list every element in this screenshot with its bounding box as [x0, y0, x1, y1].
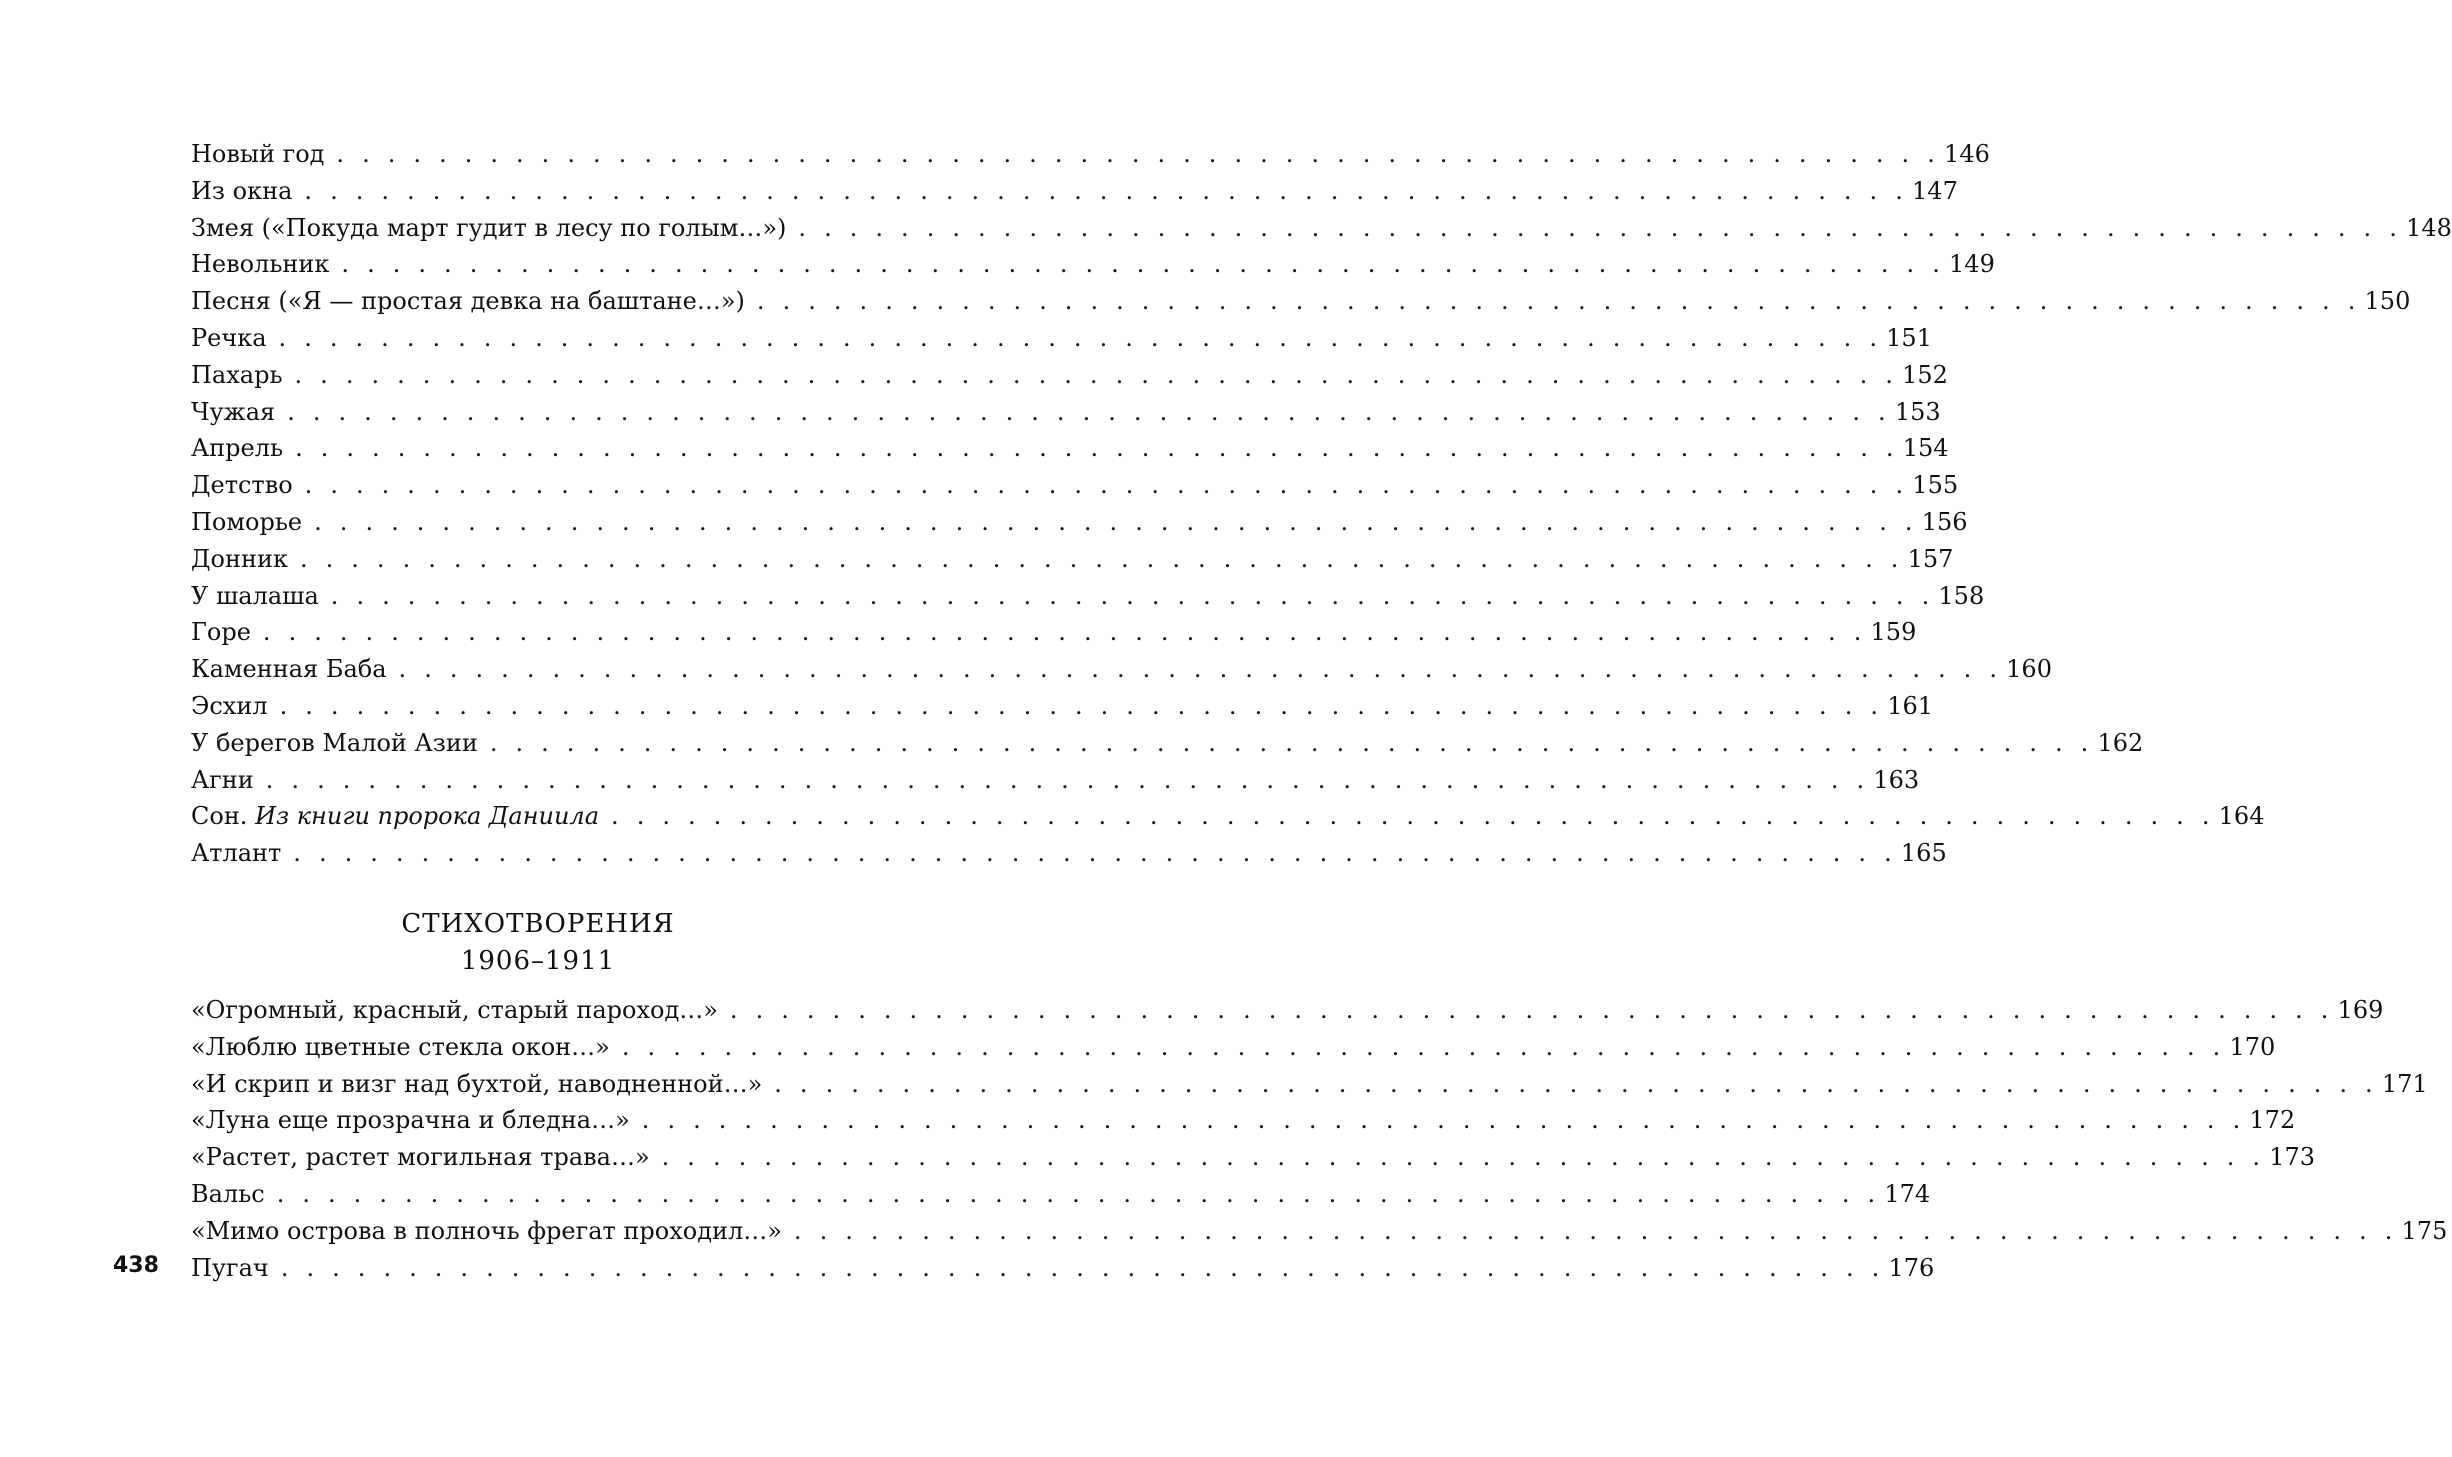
toc-entry-title — [191, 1102, 630, 1139]
dot-leader: . . . . . . . . . . . . . . . . . . . . . . . . . . . . . . . . . . . . . . . . . . . . . . . . . . . . . . . . . . . . . . . — [293, 839, 1897, 868]
toc-entry-page: 171 — [2381, 1069, 2428, 1098]
toc-entry — [191, 614, 1917, 651]
dot-leader: . . . . . . . . . . . . . . . . . . . . . . . . . . . . . . . . . . . . . . . . . . . . . . . . . . . . . . . . . . . . . . . — [304, 176, 1909, 205]
toc-entry-page: 175 — [2401, 1216, 2448, 1245]
toc-entry-title — [191, 1139, 650, 1176]
toc-entry-page: 153 — [1894, 397, 1941, 426]
toc-entry — [191, 1250, 1935, 1287]
toc-entry — [191, 688, 1934, 725]
toc-entry-title — [191, 394, 275, 431]
dot-leader: . . . . . . . . . . . . . . . . . . . . . . . . . . . . . . . . . . . . . . . . . . . . . . . . . . . . . . . . . . . . . . . — [294, 360, 1899, 389]
dot-leader: . . . . . . . . . . . . . . . . . . . . . . . . . . . . . . . . . . . . . . . . . . . . . . . . . . . . . . . . . . . . . . . — [398, 655, 2003, 684]
dot-leader: . . . . . . . . . . . . . . . . . . . . . . . . . . . . . . . . . . . . . . . . . . . . . . . . . . . . . . . . . . . . . . . — [262, 618, 1867, 647]
toc-entry-page: 147 — [1912, 176, 1958, 205]
toc-entry — [191, 1102, 2296, 1139]
toc-entry-title-text: Атлант — [191, 839, 282, 868]
dot-leader: . . . . . . . . . . . . . . . . . . . . . . . . . . . . . . . . . . . . . . . . . . . . . . . . . . . . . . . . . . . . . . . — [611, 802, 2215, 831]
dot-leader: . . . . . . . . . . . . . . . . . . . . . . . . . . . . . . . . . . . . . . . . . . . . . . . . . . . . . . . . . . . . . . . — [279, 691, 1884, 720]
dot-leader: . . . . . . . . . . . . . . . . . . . . . . . . . . . . . . . . . . . . . . . . . . . . . . . . . . . . . . . . . . . . . . . — [661, 1143, 2266, 1172]
dot-leader: . . . . . . . . . . . . . . . . . . . . . . . . . . . . . . . . . . . . . . . . . . . . . . . . . . . . . . . . . . . . . . . — [314, 507, 1918, 536]
dot-leader: . . . . . . . . . . . . . . . . . . . . . . . . . . . . . . . . . . . . . . . . . . . . . . . . . . . . . . . . . . . . . . . — [798, 213, 2403, 242]
toc-entry-title — [191, 578, 319, 615]
section-title: СТИХОТВОРЕНИЯ — [401, 909, 675, 939]
toc-entry-title-text: «И скрип и визг над бухтой, наводненной…» — [191, 1069, 763, 1098]
toc-entry — [191, 394, 1941, 431]
toc-entry-title-text: Новый год — [191, 140, 325, 168]
toc-entry-page: 156 — [1921, 507, 1968, 536]
toc-entry — [191, 1139, 2316, 1176]
toc-entry — [191, 798, 2265, 835]
toc-entry-title-text: Агни — [191, 765, 254, 794]
dot-leader: . . . . . . . . . . . . . . . . . . . . . . . . . . . . . . . . . . . . . . . . . . . . . . . . . . . . . . . . . . . . . . . — [621, 1032, 2226, 1061]
toc-entry-title — [191, 430, 283, 467]
dot-leader: . . . . . . . . . . . . . . . . . . . . . . . . . . . . . . . . . . . . . . . . . . . . . . . . . . . . . . . . . . . . . . . — [278, 323, 1883, 352]
toc-entry-page: 170 — [2229, 1032, 2276, 1061]
toc-entry — [191, 320, 1932, 357]
toc-entry — [191, 467, 1959, 504]
toc-entry-page: 164 — [2218, 802, 2265, 831]
toc-entry-title-text: Горе — [191, 618, 251, 647]
dot-leader: . . . . . . . . . . . . . . . . . . . . . . . . . . . . . . . . . . . . . . . . . . . . . . . . . . . . . . . . . . . . . . . — [729, 996, 2334, 1024]
toc-entry-title — [191, 725, 478, 762]
dot-leader: . . . . . . . . . . . . . . . . . . . . . . . . . . . . . . . . . . . . . . . . . . . . . . . . . . . . . . . . . . . . . . . — [489, 728, 2094, 757]
toc-entry — [191, 992, 2384, 1029]
toc-entry-page: 150 — [2364, 287, 2411, 316]
toc-entry-title-text: Эсхил — [191, 691, 268, 720]
toc-entry-page: 146 — [1944, 140, 1990, 168]
toc-entry-page: 161 — [1887, 691, 1934, 720]
toc-entry — [191, 651, 2052, 688]
toc-entry — [191, 1029, 2276, 1066]
toc-entry-title-text: «Мимо острова в полночь фрегат проходил…» — [191, 1216, 782, 1245]
toc-entry-title-text: Поморье — [191, 507, 303, 536]
toc-entry-title — [191, 541, 288, 578]
toc-entry-page: 149 — [1949, 250, 1995, 279]
dot-leader: . . . . . . . . . . . . . . . . . . . . . . . . . . . . . . . . . . . . . . . . . . . . . . . . . . . . . . . . . . . . . . . — [265, 765, 1870, 794]
toc-entry-title-text: Из окна — [191, 176, 293, 205]
toc-entry-title — [191, 320, 267, 357]
toc-list — [191, 136, 2452, 872]
toc-entry — [191, 1176, 1931, 1213]
dot-leader: . . . . . . . . . . . . . . . . . . . . . . . . . . . . . . . . . . . . . . . . . . . . . . . . . . . . . . . . . . . . . . . — [330, 581, 1935, 610]
toc-entry — [191, 541, 1954, 578]
dot-leader: . . . . . . . . . . . . . . . . . . . . . . . . . . . . . . . . . . . . . . . . . . . . . . . . . . . . . . . . . . . . . . . — [756, 287, 2361, 316]
toc-entry-title — [191, 835, 281, 872]
dot-leader: . . . . . . . . . . . . . . . . . . . . . . . . . . . . . . . . . . . . . . . . . . . . . . . . . . . . . . . . . . . . . . . — [304, 471, 1909, 500]
toc-entry — [191, 283, 2411, 320]
toc-entry-title — [191, 688, 268, 725]
toc-entry-page: 152 — [1902, 360, 1948, 389]
toc-entry — [191, 504, 1968, 541]
toc-entry — [191, 246, 1995, 283]
toc-entry-title — [191, 136, 324, 173]
toc-entry-page: 160 — [2006, 655, 2052, 684]
toc-entry-title-text: «Луна еще прозрачна и бледна…» — [191, 1106, 630, 1135]
toc-entry-page: 176 — [1888, 1253, 1935, 1282]
dot-leader: . . . . . . . . . . . . . . . . . . . . . . . . . . . . . . . . . . . . . . . . . . . . . . . . . . . . . . . . . . . . . . . — [299, 544, 1904, 573]
toc-entry-title-text: Апрель — [191, 434, 284, 463]
toc-entry — [191, 1066, 2428, 1103]
toc-entry-page: 155 — [1912, 471, 1959, 500]
toc-entry-title — [191, 651, 387, 688]
toc-entry-title — [191, 1066, 762, 1103]
toc-entry-title-text: Вальс — [191, 1179, 265, 1208]
toc-entry-page: 162 — [2097, 728, 2144, 757]
toc-entry-title — [191, 762, 254, 799]
toc-entry-page: 172 — [2249, 1106, 2296, 1135]
toc-entry — [191, 357, 1948, 394]
toc-entry-title — [191, 992, 718, 1029]
toc-entry — [191, 762, 1920, 799]
toc-entry — [191, 173, 1958, 210]
toc-entry-page: 151 — [1886, 323, 1932, 352]
toc-entry — [191, 1213, 2448, 1250]
toc-entry-title — [191, 467, 293, 504]
toc-entry-page: 157 — [1907, 544, 1954, 573]
toc-entry-page: 169 — [2337, 996, 2384, 1024]
dot-leader: . . . . . . . . . . . . . . . . . . . . . . . . . . . . . . . . . . . . . . . . . . . . . . . . . . . . . . . . . . . . . . . — [287, 397, 1891, 426]
toc-entry-title-text: «Растет, растет могильная трава…» — [191, 1143, 650, 1172]
toc-entry-title — [191, 1029, 610, 1066]
toc-entry-title — [191, 1176, 265, 1213]
toc-entry-title — [191, 1213, 782, 1250]
toc-entry-title-text: «Люблю цветные стекла окон…» — [191, 1032, 610, 1061]
dot-leader: . . . . . . . . . . . . . . . . . . . . . . . . . . . . . . . . . . . . . . . . . . . . . . . . . . . . . . . . . . . . . . . — [280, 1253, 1885, 1282]
toc-entry-page: 165 — [1900, 839, 1947, 868]
toc-entry — [191, 835, 1947, 872]
toc-entry-title — [191, 210, 786, 247]
toc-entry — [191, 578, 1985, 615]
toc-entry-title-italic: Из книги пророка Даниила — [255, 802, 600, 831]
toc-entry-page: 159 — [1870, 618, 1917, 647]
toc-entry — [191, 210, 2452, 247]
toc-entry-title-text: Пахарь — [191, 360, 283, 389]
toc-entry — [191, 136, 1990, 173]
toc-entry-title — [191, 614, 251, 651]
toc-entry-title-text: Донник — [191, 544, 288, 573]
page-number: 438 — [113, 1253, 159, 1278]
toc-entry-title-text: Детство — [191, 471, 293, 500]
toc-entry-page: 148 — [2406, 213, 2452, 242]
toc-entry-title-text: Сон. — [191, 802, 248, 831]
toc-entry-title-text: Каменная Баба — [191, 655, 387, 684]
dot-leader: . . . . . . . . . . . . . . . . . . . . . . . . . . . . . . . . . . . . . . . . . . . . . . . . . . . . . . . . . . . . . . . — [276, 1179, 1881, 1208]
section-years: 1906–1911 — [460, 946, 616, 976]
dot-leader: . . . . . . . . . . . . . . . . . . . . . . . . . . . . . . . . . . . . . . . . . . . . . . . . . . . . . . . . . . . . . . . — [641, 1106, 2246, 1135]
toc-entry-title — [191, 246, 329, 283]
toc-entry — [191, 430, 1949, 467]
toc-entry-title — [191, 357, 283, 394]
toc-entry-title-text: Песня («Я — простая девка на баштане…») — [191, 287, 745, 316]
toc-entry-title — [191, 1250, 269, 1287]
toc-entry-title-text: «Огромный, красный, старый пароход…» — [191, 996, 718, 1024]
toc-entry-page: 158 — [1938, 581, 1985, 610]
toc-entry-title-text: Пугач — [191, 1253, 269, 1282]
toc-entry-title-text: У берегов Малой Азии — [191, 728, 478, 757]
toc-entry-title — [191, 504, 302, 541]
toc-entry-title — [191, 283, 745, 320]
dot-leader: . . . . . . . . . . . . . . . . . . . . . . . . . . . . . . . . . . . . . . . . . . . . . . . . . . . . . . . . . . . . . . . — [336, 140, 1941, 168]
toc-list — [191, 992, 2448, 1286]
toc-entry-page: 154 — [1902, 434, 1949, 463]
toc-entry-page: 163 — [1873, 765, 1920, 794]
toc-entry-title-text: У шалаша — [191, 581, 319, 610]
dot-leader: . . . . . . . . . . . . . . . . . . . . . . . . . . . . . . . . . . . . . . . . . . . . . . . . . . . . . . . . . . . . . . . — [793, 1216, 2398, 1245]
toc-entry-title — [191, 173, 292, 210]
toc-entry-page: 174 — [1884, 1179, 1931, 1208]
toc-entry-title-text: Невольник — [191, 250, 330, 279]
dot-leader: . . . . . . . . . . . . . . . . . . . . . . . . . . . . . . . . . . . . . . . . . . . . . . . . . . . . . . . . . . . . . . . — [774, 1069, 2378, 1098]
dot-leader: . . . . . . . . . . . . . . . . . . . . . . . . . . . . . . . . . . . . . . . . . . . . . . . . . . . . . . . . . . . . . . . — [341, 250, 1946, 279]
toc-entry-title-text: Речка — [191, 323, 267, 352]
toc-entry-title — [191, 798, 599, 835]
toc-entry-title-text: Змея («Покуда март гудит в лесу по голым…») — [191, 213, 787, 242]
toc-entry-page: 173 — [2269, 1143, 2316, 1172]
toc-entry — [191, 725, 2144, 762]
dot-leader: . . . . . . . . . . . . . . . . . . . . . . . . . . . . . . . . . . . . . . . . . . . . . . . . . . . . . . . . . . . . . . . — [295, 434, 1899, 463]
toc-entry-title-text: Чужая — [191, 397, 276, 426]
section-heading — [191, 906, 885, 980]
